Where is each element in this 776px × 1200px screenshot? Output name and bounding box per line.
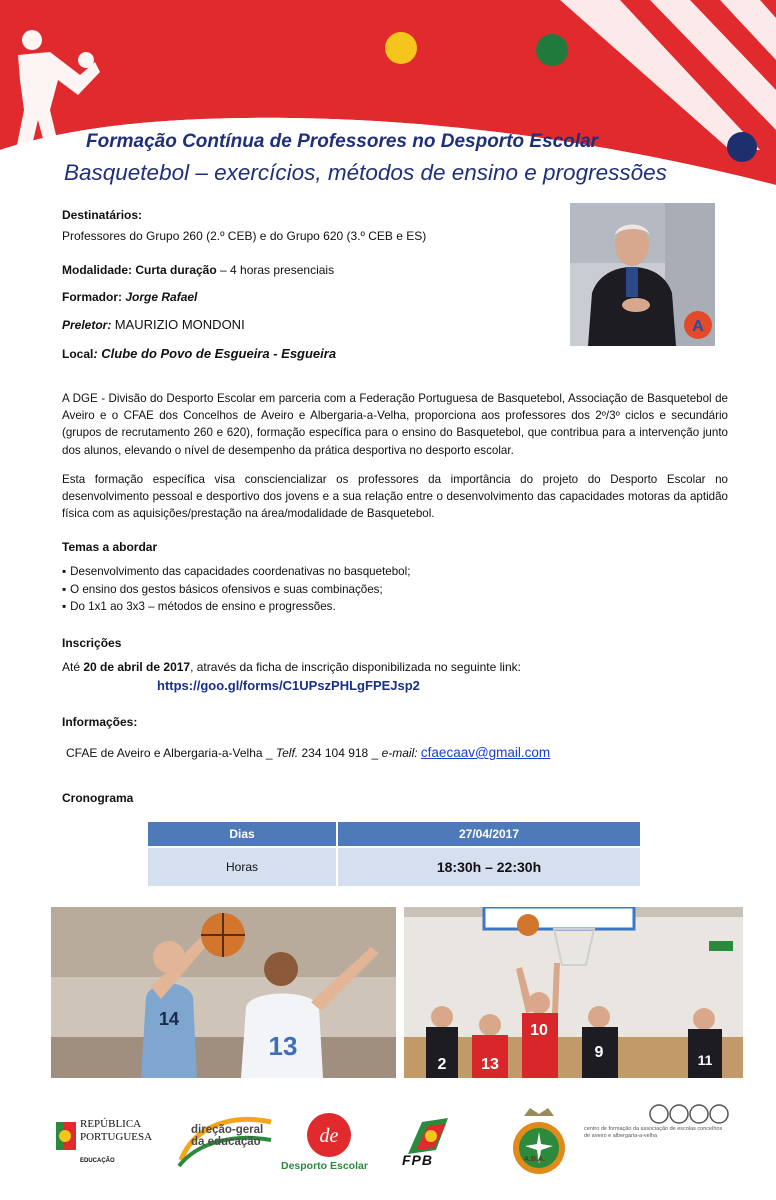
temas-heading: Temas a abordar [62,540,158,554]
modalidade-value: – 4 horas presenciais [216,263,335,277]
svg-text:13: 13 [268,1031,298,1061]
preletor-label: Preletor: [62,318,115,332]
cfae-logo: centro de formação da associação de escolas concelhos de aveiro e albergaria-a-velha [584,1098,734,1178]
modalidade-line [62,263,334,277]
page-title: Formação Contínua de Professores no Desporto Escolar [86,131,599,152]
telf-value: 234 104 918 _ [298,746,382,760]
temas-list [62,563,410,616]
formador-value: Jorge Rafael [125,290,198,304]
local-value: : Clube do Povo de Esgueira - Esgueira [93,346,337,361]
table-cell: 18:30h – 22:30h [338,848,640,886]
intro-paragraph: A DGE - Divisão do Desporto Escolar em parceria com a Federação Portuguesa de Basquetebol, Associação de Basquetebol de Aveiro e o CFAE dos Concelhos de Aveiro e Albergaria-a-Velha, proporciona aos professores dos 2º/3º ciclos e secundário (grupos de recrutamento 260 e 620), formação específica para o ensino do Basquetebol, que contribua para a intervenção junto dos alunos, elevando o nível de desempenho da prática desportiva no desporto escolar. [62,392,728,457]
svg-text:de: de [319,1125,339,1147]
aba-logo: A.B.A. [510,1098,570,1178]
dge-logo: direção-geral da educação [175,1098,275,1178]
list-item: ▪ Desenvolvimento das capacidades coordenativas no basquetebol; [62,563,410,581]
modalidade-label: Modalidade: Curta duração [62,263,217,277]
svg-text:11: 11 [697,1052,713,1068]
informacoes-heading: Informações: [62,715,138,729]
speaker-photo [570,203,715,346]
preletor-value: MAURIZIO MONDONI [114,317,245,332]
local-line [62,346,336,361]
contact-line [66,745,550,760]
table-header-cell: Dias [148,822,336,846]
objective-paragraph: Esta formação específica visa consciencializar os professores da importância do projeto do Desporto Escolar no desenvolvimento pessoal e desportivo dos jovens e a sua relação entre o desenvolvimento das capacidades motoras da aptidão física com as aquisições/prestação na área/modalidade de Basquetebol. [62,473,728,521]
table-row [148,848,640,886]
destinatarios-value: Professores do Grupo 260 (2.º CEB) e do Grupo 620 (3.º CEB e ES) [62,229,427,243]
fpb-logo: FPB [398,1098,458,1178]
destinatarios-label: Destinatários: [62,208,143,222]
svg-text:A: A [692,318,704,335]
svg-text:14: 14 [158,1009,180,1029]
table-row [148,822,640,846]
inscricoes-heading: Inscrições [62,636,122,650]
inscricoes-line: Até 20 de abril de 2017, através da ficha de inscrição disponibilizada no seguinte link: [62,660,521,674]
inscricoes-date: 20 de abril de 2017 [83,660,191,674]
cronograma-heading: Cronograma [62,791,134,805]
desporto-escolar-logo: de Desporto Escolar [280,1098,380,1178]
contact-entity: CFAE de Aveiro e Albergaria-a-Velha _ [66,746,276,760]
table-cell: Horas [148,848,336,886]
list-item: ▪ Do 1x1 ao 3x3 – métodos de ensino e progressões. [62,598,410,616]
svg-text:2: 2 [437,1056,447,1073]
email-link[interactable]: cfaecaav@gmail.com [420,745,551,760]
svg-text:10: 10 [530,1022,548,1039]
list-item: ▪ O ensino dos gestos básicos ofensivos e suas combinações; [62,581,410,599]
basketball-photo-right [404,907,743,1078]
basketball-photo-left [51,907,396,1078]
schedule-table [146,820,642,888]
registration-link[interactable]: https://goo.gl/forms/C1UPszPHLgFPEJsp2 [157,678,420,693]
local-label: Local [62,347,94,361]
preletor-line [62,317,245,332]
svg-text:13: 13 [481,1056,499,1073]
formador-line [62,290,197,304]
table-header-cell: 27/04/2017 [338,822,640,846]
page-subtitle: Basquetebol – exercícios, métodos de ensino e progressões [64,160,667,185]
email-label: e-mail: [381,746,421,760]
republica-portuguesa-logo: REPÚBLICA PORTUGUESA EDUCAÇÃO [56,1098,156,1178]
svg-text:9: 9 [594,1044,604,1061]
formador-label: Formador: [62,290,126,304]
telf-label: Telf. [275,746,299,760]
